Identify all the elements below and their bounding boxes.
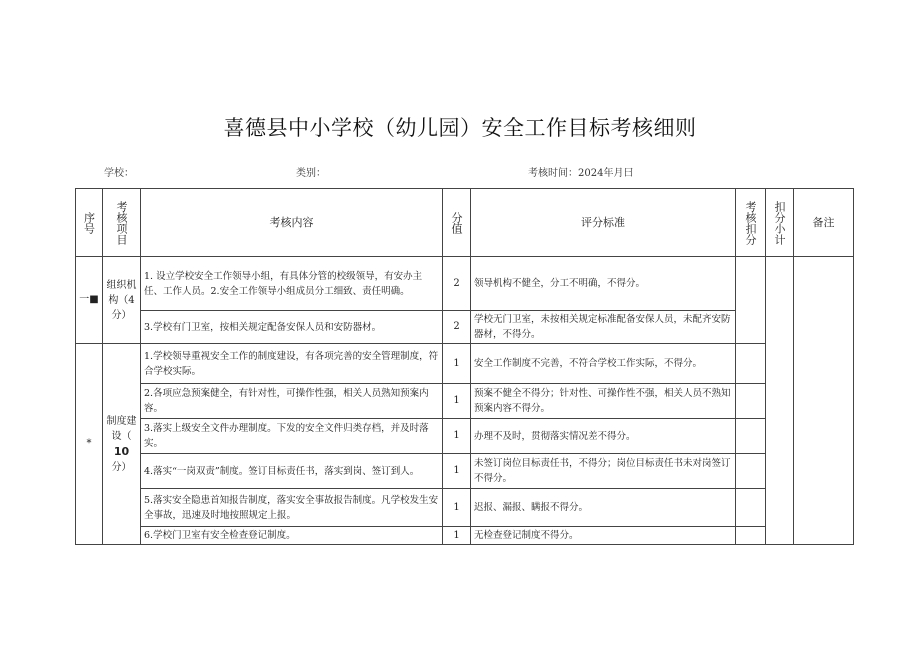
row-score: 1 xyxy=(443,344,471,384)
page-title: 喜德县中小学校（幼儿园）安全工作目标考核细则 xyxy=(223,116,697,140)
row-score: 1 xyxy=(443,454,471,489)
assessment-time-label: 考核时间：2024年月曰 xyxy=(528,168,634,179)
row-score: 1 xyxy=(443,527,471,545)
header-criteria: 评分标准 xyxy=(471,189,736,257)
table-row xyxy=(76,419,854,454)
row-content: 2.各项应急预案健全，有针对性，可操作性强，相关人员熟知预案内容。 xyxy=(141,384,443,419)
table-row xyxy=(76,489,854,527)
deduct-cell xyxy=(736,489,766,527)
header-score: 分值 xyxy=(443,189,471,257)
table-row xyxy=(76,384,854,419)
row-criteria: 无检查登记制度不得分。 xyxy=(471,527,736,545)
header-seq: 序号 xyxy=(76,189,103,257)
section-1-category: 组织机 构（4 分） xyxy=(103,257,141,344)
table-row xyxy=(76,454,854,489)
assessment-table xyxy=(75,188,854,545)
deduct-cell xyxy=(736,419,766,454)
row-content: 1. 设立学校安全工作领导小组，有具体分管的校级领导，有安办主任、工作人员。2.安全工作领导小组成员分工细致、责任明确。 xyxy=(141,257,443,311)
header-subtotal: 扣分小计 xyxy=(766,189,794,257)
row-criteria: 未签订岗位目标责任书，不得分；岗位目标责任书未对岗签订不得分。 xyxy=(471,454,736,489)
row-score: 1 xyxy=(443,489,471,527)
header-row xyxy=(76,189,854,257)
row-content: 3.学校有门卫室，按相关规定配备安保人员和安防器材。 xyxy=(141,311,443,344)
row-criteria: 安全工作制度不完善，不符合学校工作实际，不得分。 xyxy=(471,344,736,384)
row-criteria: 办理不及时，贯彻落实情况差不得分。 xyxy=(471,419,736,454)
row-score: 1 xyxy=(443,419,471,454)
remark-cell xyxy=(794,257,854,545)
category-label: 类别： xyxy=(296,168,326,179)
row-score: 2 xyxy=(443,257,471,311)
header-content: 考核内容 xyxy=(141,189,443,257)
row-content: 6.学校门卫室有安全检查登记制度。 xyxy=(141,527,443,545)
row-content: 1.学校领导重视安全工作的制度建设，有各项完善的安全管理制度，符合学校实际。 xyxy=(141,344,443,384)
row-score: 1 xyxy=(443,384,471,419)
section-1-seq: 一■ xyxy=(76,257,103,344)
table-row xyxy=(76,527,854,545)
row-content: 5.落实安全隐患首知报告制度，落实安全事故报告制度。凡学校发生安全事故，迅速及时地按照规定上报。 xyxy=(141,489,443,527)
header-deduct: 考核扣分 xyxy=(736,189,766,257)
table-row xyxy=(76,257,854,311)
deduct-cell xyxy=(736,384,766,419)
header-item: 考核项目 xyxy=(103,189,141,257)
section-2-seq: * xyxy=(76,344,103,545)
row-criteria: 领导机构不健全，分工不明确，不得分。 xyxy=(471,257,736,311)
row-content: 4.落实“一岗双责”制度。签订目标责任书，落实到岗、签订到人。 xyxy=(141,454,443,489)
row-criteria: 迟报、漏报、瞒报不得分。 xyxy=(471,489,736,527)
deduct-cell xyxy=(736,454,766,489)
row-score: 2 xyxy=(443,311,471,344)
section-2-category: 制度建 设（ 10 分） xyxy=(103,344,141,545)
deduct-cell xyxy=(736,344,766,384)
row-criteria: 学校无门卫室，未按相关规定标准配备安保人员，未配齐安防器材，不得分。 xyxy=(471,311,736,344)
subtotal-cell xyxy=(766,257,794,545)
row-criteria: 预案不健全不得分；针对性、可操作性不强，相关人员不熟知预案内容不得分。 xyxy=(471,384,736,419)
section-1-deduct-cell xyxy=(736,257,766,344)
school-label: 学校： xyxy=(104,168,134,179)
row-content: 3.落实上级安全文件办理制度。下发的安全文件归类存档，并及时落实。 xyxy=(141,419,443,454)
table-row xyxy=(76,344,854,384)
header-remark: 备注 xyxy=(794,189,854,257)
deduct-cell xyxy=(736,527,766,545)
